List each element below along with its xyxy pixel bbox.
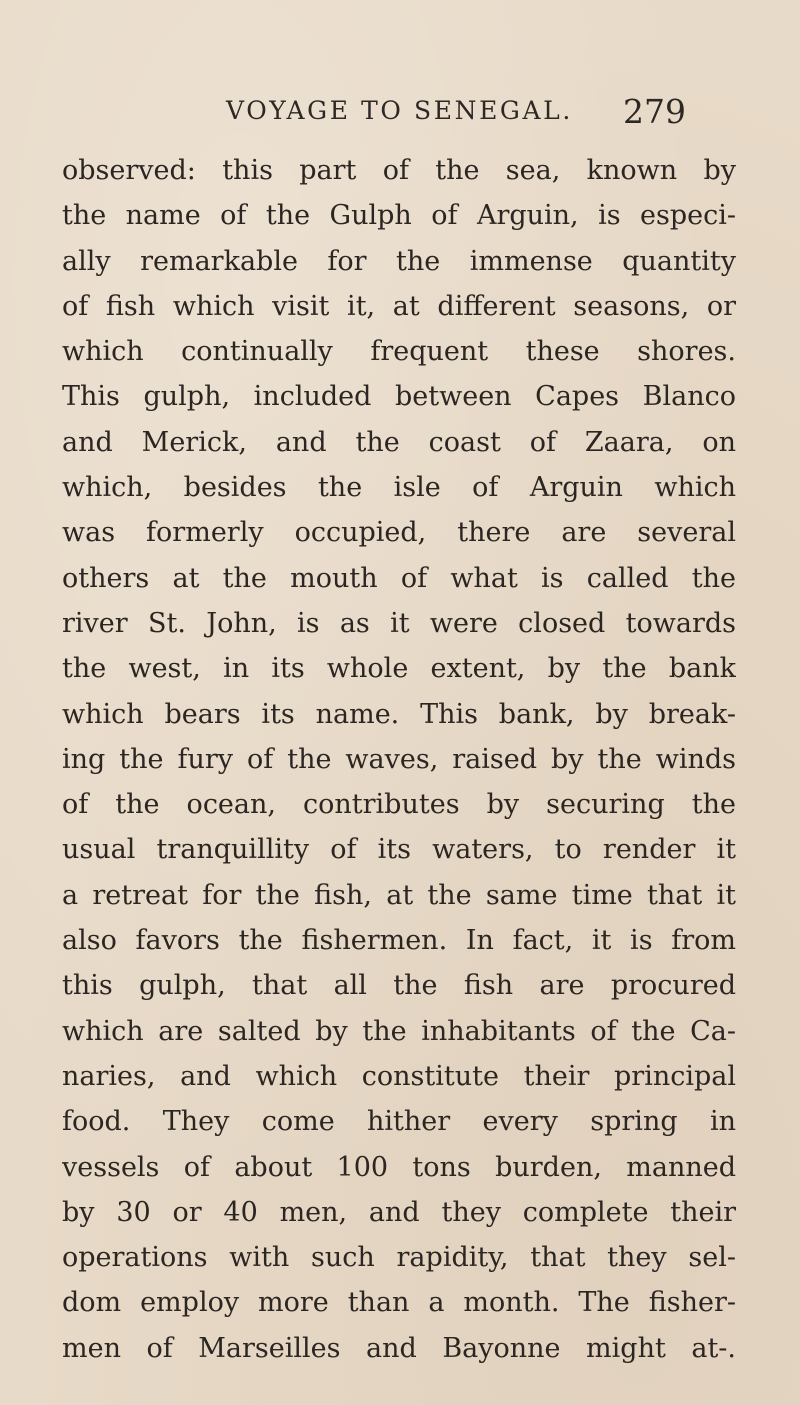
text-line: the name of the Gulph of Arguin, is especi- [62,200,736,232]
text-line: was formerly occupied, there are several [62,517,736,549]
text-line: naries, and which constitute their principal [62,1060,736,1092]
text-line: of the ocean, contributes by securing the [62,789,736,821]
text-line: vessels of about 100 tons burden, manned [62,1151,736,1183]
text-line: the west, in its whole extent, by the bank [62,653,736,685]
text-line: river St. John, is as it were closed towards [62,607,736,639]
text-line: usual tranquillity of its waters, to render it [62,834,736,866]
text-line: this gulph, that all the fish are procured [62,970,736,1002]
text-line: which are salted by the inhabitants of the Ca- [62,1015,736,1047]
text-line: also favors the fishermen. In fact, it is from [62,925,736,957]
text-line: of fish which visit it, at different seasons, or [62,290,736,322]
text-line: operations with such rapidity, that they sel- [62,1242,736,1274]
text-line: by 30 or 40 men, and they complete their [62,1196,736,1228]
text-line: ing the fury of the waves, raised by the winds [62,743,736,775]
text-line: which, besides the isle of Arguin which [62,472,736,504]
text-line: which continually frequent these shores. [62,336,736,368]
page-header [226,92,686,136]
text-line: food. They come hither every spring in [62,1106,736,1138]
text-line: dom employ more than a month. The fisher- [62,1287,736,1319]
text-line: others at the mouth of what is called the [62,562,736,594]
text-line: This gulph, included between Capes Blanco [62,381,736,413]
body-text [62,148,736,1371]
page-number: 279 [623,92,686,131]
text-line: which bears its name. This bank, by break- [62,698,736,730]
text-line: a retreat for the fish, at the same time that it [62,879,736,911]
running-title: VOYAGE TO SENEGAL. [226,96,573,125]
text-line: and Merick, and the coast of Zaara, on [62,426,736,458]
text-line: men of Marseilles and Bayonne might at-. [62,1332,736,1364]
text-line: observed: this part of the sea, known by [62,155,736,186]
text-line: ally remarkable for the immense quantity [62,245,736,277]
